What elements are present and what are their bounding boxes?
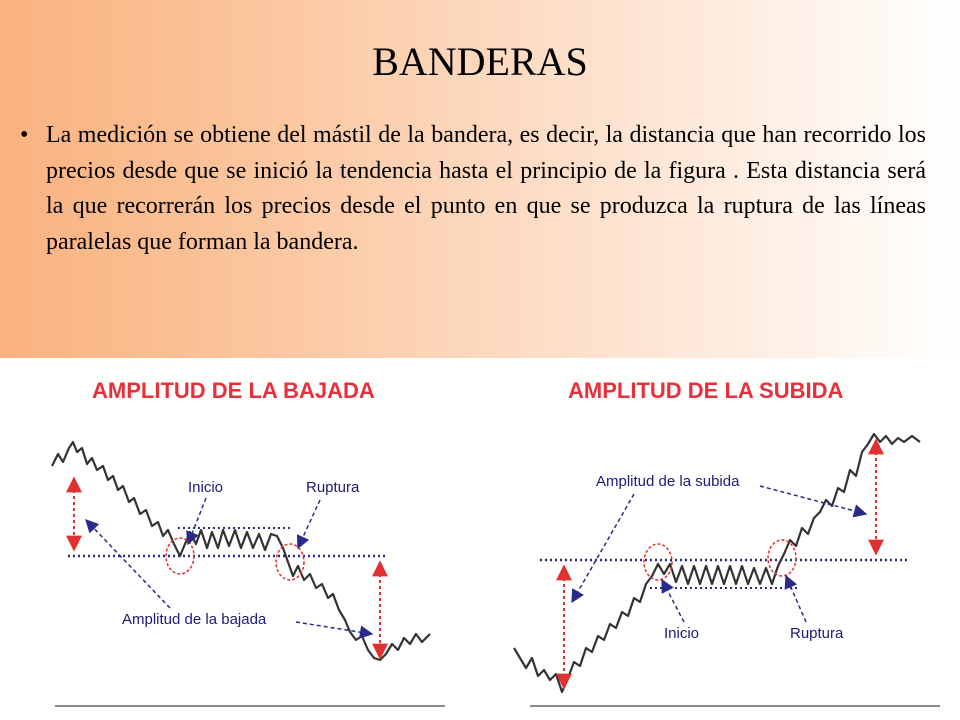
left-label-breakout: Ruptura [306,479,360,496]
right-start-pointer [662,580,684,622]
left-breakout-circle [276,544,304,580]
right-amplitude-pointer-2 [760,486,866,514]
left-label-start: Inicio [188,479,224,496]
right-breakout-pointer [786,576,806,622]
diagram-svg [0,358,960,720]
left-breakout-pointer [298,500,320,548]
left-panel [52,378,445,706]
left-label-amplitude: Amplitud de la bajada [122,611,267,628]
flag-pattern-diagram [0,358,960,720]
right-panel [514,378,940,706]
right-label-start: Inicio [664,625,700,642]
right-amplitude-pointer-1 [572,494,634,602]
bullet-paragraph [20,118,926,260]
right-label-amplitude: Amplitud de la subida [596,473,740,490]
bullet-symbol: • [20,122,29,148]
left-amplitude-pointer-1 [86,520,170,608]
left-amplitude-pointer-2 [296,622,372,634]
right-start-circle [644,544,672,580]
slide-title: BANDERAS [372,39,588,84]
right-panel-title: AMPLITUD DE LA SUBIDA [568,378,844,403]
bullet-text: La medición se obtiene del mástil de la bandera, es decir, la distancia que han recorrido los precios desde que se inició la tendencia hasta el principio de la figura . Esta distancia será la que recorrerán los precios desde el punto en que se produzca la ruptura de las líneas paralelas que forman la bandera. [46,122,926,255]
right-label-breakout: Ruptura [790,625,844,642]
left-panel-title: AMPLITUD DE LA BAJADA [92,378,375,403]
